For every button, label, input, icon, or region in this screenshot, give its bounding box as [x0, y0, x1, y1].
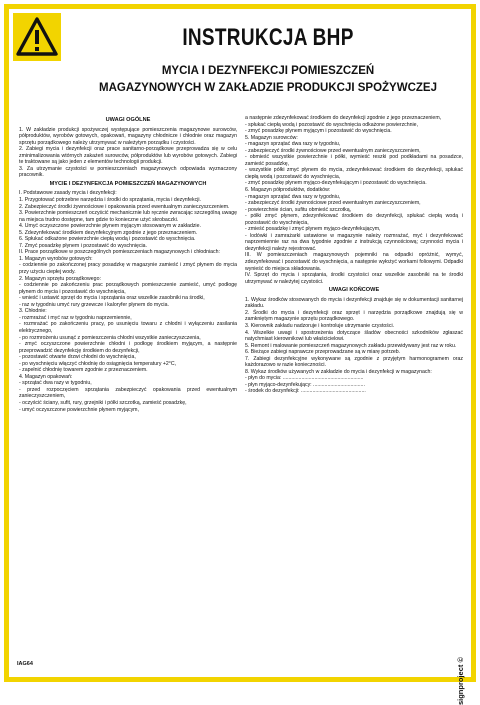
list-item: IV. Sprzęt do mycia i sprzątania, środki czystości oraz wszelkie zasobniki na te środki utrzymywać w należytej czystości. [245, 272, 463, 285]
list-item: 3. Chłodnie: [19, 308, 47, 315]
list-item: - spłukać ciepłą wodą i pozostawić do wyschnięcia odkażone powierzchnie, [245, 121, 419, 128]
list-item: - rozmrażać i myć raz w tygodniu naprzemiennie, [19, 314, 132, 321]
part-i-list [19, 190, 237, 249]
list-item: 7. Zmyć posadzkę płynem i pozostawić do wyschnięcia. [19, 242, 148, 249]
list-item: - magazyn sprzątać dwa razy w tygodniu, [245, 141, 341, 148]
subtitle [69, 63, 467, 97]
subtitle-line-2: MAGAZYNOWYCH W ZAKŁADZIE PRODUKCJI SPOŻYWCZEJ [99, 82, 437, 94]
list-item: - półki zmyć płynem, zdezynfekować środkiem do dezynfekcji, spłukać ciepłą wodą i pozostawić do wyschnięcia, [245, 213, 463, 226]
list-item: II. Prace porządkowe w poszczególnych pomieszczeniach magazynowych i chłodniach: [19, 249, 220, 256]
list-item: - po rozmrożeniu usunąć z pomieszczenia chłodni wszystkie zanieczyszczenia, [19, 334, 201, 341]
list-item: 2. Zabezpieczyć środki żywnościowe i opakowania przed ewentualnym zanieczyszczeniem. [19, 203, 230, 210]
list-item: 6. Magazyn półproduktów, dodatków: [245, 187, 331, 194]
list-item: 5. Remont i malowanie pomieszczeń magazynowych zakładu przewidywany jest raz w roku. [245, 342, 457, 349]
list-item: 5. Magazyn surowców: [245, 134, 298, 141]
list-item: 5. Zdezynfekować środkiem dezynfekcyjnym zgodnie z jego przeznaczeniem. [19, 229, 198, 236]
product-code: IAG64 [17, 661, 33, 667]
list-item: - płyn myjąco-dezynfekujący: .................................... [245, 381, 365, 388]
exclamation-triangle-icon [13, 13, 61, 61]
list-item: - pozostawić otwarte drzwi chłodni do wyschnięcia, [19, 354, 136, 361]
list-item: 6. Spłukać odkażone powierzchnie ciepłą wodą i pozostawić do wyschnięcia. [19, 236, 196, 243]
list-item: - zabezpieczyć środki żywnościowe przed ewentualnym zanieczyszczeniem, [245, 147, 421, 154]
list-item: - codziennie po zakończeniu prac porządkowych pomieszczenie zamieść, umyć podłogę płynem do mycia i pozostawić do wyschnięcia, [19, 282, 237, 295]
list-item: - magazyn sprzątać dwa razy w tygodniu, [245, 193, 341, 200]
list-item: 2. Środki do mycia i dezynfekcji oraz sprzęt i narzędzia porządkowe znajdują się w zamkniętym magazynie sprzętu porządkowego. [245, 309, 463, 323]
list-item: - wszystkie półki zmyć płynem do mycia, zdezynfekować środkiem do dezynfekcji, spłukać ciepłą wodą i pozostawić do wyschnięcia, [245, 167, 463, 180]
page-title: INSTRUKCJA BHP [182, 25, 354, 52]
list-item: - umyć oczyszczone powierzchnie płynem myjącym, [19, 406, 139, 413]
list-item: - zmyć posadzkę płynem myjąco-dezynfekującym i pozostawić do wyschnięcia. [245, 180, 427, 187]
list-item: 8. Wykaz środków używanych w zakładzie do mycia i dezynfekcji w magazynach: [245, 368, 432, 375]
list-item: a następnie zdezynfekować środkiem do dezynfekcji zgodnie z jego przeznaczeniem, [245, 115, 442, 121]
list-item: - obmieść wszystkie powierzchnie i półki, wymieść reszki pod podkładami na posadzce, zamieść posadzkę, [245, 154, 463, 167]
list-item: - przed rozpoczęciem sprzątania zabezpieczyć opakowania przed ewentualnym zanieczyszczeniem, [19, 386, 237, 400]
list-item: 3. Za utrzymanie czystości w pomieszczeniach magazynowych odpowiada wyznaczony pracownik. [19, 165, 237, 179]
list-item: 4. Wszelkie uwagi i spostrzeżenia dotyczące śladów obecności szkodników zgłaszać natychmiast kierownikowi lub właścicielowi. [245, 329, 463, 343]
part-iii-iv-list [245, 252, 463, 285]
list-item: - zapełnić chłodnię towarem zgodnie z przeznaczeniem. [19, 367, 148, 374]
list-item: I. Podstawowe zasady mycia i dezynfekcji: [19, 190, 117, 197]
part-ii-continued-list [245, 115, 463, 252]
list-item: - codziennie po zakończonej pracy posadzkę w magazynie zamieść i zmyć płynem do mycia przy użyciu ciepłej wody. [19, 262, 237, 276]
list-item: 3. Powierzchnie pomieszczeń oczyścić mechanicznie lub ręcznie zwracając szczególną uwagę na miejsca trudno dostępne, tam gdzie to konieczne użyć skrobaczki. [19, 210, 237, 223]
list-item: - zabezpieczyć środki żywnościowe przed ewentualnym zanieczyszczeniem, [245, 200, 421, 207]
general-list [19, 127, 237, 179]
list-item: - płyn do mycia: ........................................................ [245, 375, 364, 382]
list-item: - sprzątać dwa razy w tygodniu, [19, 380, 92, 387]
list-item: 1. Magazyn wyrobów gotowych: [19, 255, 93, 262]
list-item: 1. W zakładzie produkcji spożywczej występujące pomieszczenia magazynowe surowców, półproduktów, wyrobów gotowych, opakowań, magazyny chłodnicze i chłodnie oraz magazyn sprzętu porządkowego należy utrzymywać w należytym porządku i czystości. [19, 126, 237, 146]
list-item: 2. Magazyn sprzętu porządkowego: [19, 275, 101, 282]
left-column [19, 115, 237, 413]
heading-cleaning: MYCIE I DEZYNFEKCJA POMIESZCZEŃ MAGAZYNOWYCH [49, 180, 207, 187]
warning-sign [13, 13, 61, 61]
final-list [245, 297, 463, 395]
list-item: 4. Umyć oczyszczone powierzchnie płynem myjącym stosowanym w zakładzie. [19, 223, 201, 230]
brand-mark: signproject © [456, 657, 465, 705]
list-item: - raz w tygodniu umyć rury grzewcze i kaloryfer płynem do mycia. [19, 301, 169, 308]
list-item: - zmyć oczyszczone powierzchnie chłodni i podłogę środkiem myjącym, a następnie przeprowadzić dezynfekcję środkiem do dezynfekcji, [19, 341, 237, 354]
list-item: - po wyschnięciu włączyć chłodnię do osiągnięcia temperatury +2°C, [19, 360, 177, 367]
heading-final: UWAGI KOŃCOWE [328, 287, 380, 294]
list-item: - powierzchnie ścian, sufitu obmieść szczotką, [245, 206, 352, 213]
list-item: 6. Bieżące zabiegi naprawcze przeprowadzane są w miarę potrzeb. [245, 349, 401, 356]
sign-content [9, 9, 471, 705]
list-item: 3. Kierownik zakładu nadzoruje i kontroluje utrzymanie czystości. [245, 322, 395, 329]
list-item: 1. Wykaz środków stosowanych do mycia i dezynfekcji znajduje się w dokumentacji sanitarnej zakładu. [245, 296, 463, 310]
list-item: - środek do dezynfekcji: ............................................. [245, 388, 366, 395]
heading-general: UWAGI OGÓLNE [105, 117, 151, 123]
subtitle-line-1: MYCIA I DEZYNFEKCJI POMIESZCZEŃ [161, 65, 375, 77]
right-column [245, 115, 463, 395]
list-item: - wnieść i ustawić sprzęt do mycia i sprzątania oraz wszelkie zasobniki na środki, [19, 295, 205, 302]
list-item: - oczyścić ściany, sufit, rury, grzejniki i półki szczotką, zamieść posadzkę, [19, 399, 187, 406]
list-item: - zmieść posadzkę i zmyć płynem myjąco-dezynfekującym, [245, 226, 381, 233]
list-item: III. W pomieszczeniach magazynowych pojemniki na odpadki opróżnić, wymyć, zdezynfekować i pozostawić do wyschnięcia, a następnie wyłożyć workami foliowymi. Odpadki wynieść do miejsca składowania. [245, 252, 463, 272]
list-item: 7. Zabiegi dezynfekcyjne wykonywane są zgodnie z przyjętym harmonogramem oraz każdorazowo w razie konieczności. [245, 355, 463, 369]
list-item: 4. Magazyn opakowań: [19, 373, 73, 380]
list-item: 2. Zabiegi mycia i dezynfekcji oraz prace sanitarno-porządkowe przeprowadza się w celu zminimalizowania wtórnych zakażeń surowców, półproduktów lub wyrobów gotowych. Zabiegi te traktowane są jako jeden z elementów technologii produkcji. [19, 146, 237, 166]
list-item: - lodówki i zamrażarki ustawione w magazynie należy rozmrażać, myć i dezynfekować naprzemiennie raz na dwa tygodnie zgodnie z instrukcją czynnościową; czynności mycia i dezynfekcji należy rejestrować. [245, 232, 463, 252]
part-ii-list [19, 249, 237, 413]
list-item: - zmyć posadzkę płynem myjącym i pozostawić do wyschnięcia. [245, 128, 392, 135]
list-item: - rozmrażać po zakończeniu pracy, po usunięciu towaru z chłodni i wyłączeniu zasilania elektrycznego, [19, 321, 237, 334]
list-item: 1. Przygotować potrzebne narzędzia i środki do sprzątania, mycia i dezynfekcji. [19, 197, 201, 204]
